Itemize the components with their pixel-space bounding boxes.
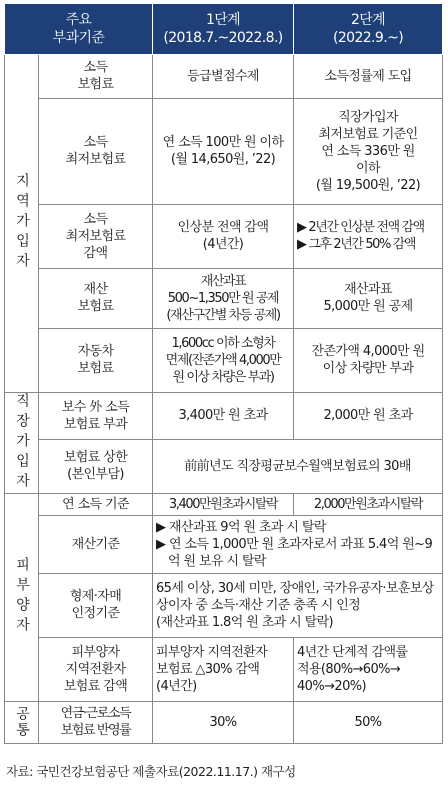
table-row [5, 204, 443, 268]
cell-line: 소득 [83, 135, 108, 150]
cell-line: (본인부담) [67, 467, 124, 483]
stage1-cell [153, 392, 294, 439]
cell-line: 5,000만 원 공제 [323, 299, 413, 314]
cell-line: 연 소득 336만 원 [321, 143, 415, 159]
cell-line: 원 이상 차량은 부과) [172, 369, 274, 385]
cell-line: 연금·근로소득 [60, 706, 131, 721]
cell-line: (월 19,500원, ’22) [315, 177, 421, 193]
cell-line: 소득 [83, 60, 108, 75]
cell-line: 보험료 △30% 감액 [156, 661, 260, 677]
table-row [5, 98, 443, 204]
table-row [5, 493, 443, 515]
cell-line: 소득정률제 도입 [324, 68, 412, 84]
row-label [39, 54, 153, 98]
row-label [39, 573, 153, 637]
cell-line: ▶ 재산과표 9억 원 초과 시 탈락 [156, 519, 326, 535]
cell-line: 적용(80%→60%→ [297, 661, 401, 677]
stage1-cell [153, 204, 294, 268]
cell-line: 재산 [83, 282, 108, 297]
cell-line: 2,000만 원 초과 [323, 408, 413, 424]
cell-line: 부과기준 [52, 29, 105, 46]
row-label [39, 701, 153, 743]
table-row [5, 268, 443, 328]
group-common: 공통 [5, 701, 39, 743]
table-row [5, 439, 443, 493]
row-label [39, 637, 153, 701]
cell-line: 보험료 상한 [63, 450, 128, 466]
cell-line: 65세 이상, 30세 미만, 장애인, 국가유공자·보훈보상상이자 중 소득·재산 기준 충족 시 인정 [156, 580, 434, 613]
cell-line: 재산과표 [344, 282, 392, 297]
cell-line: 40%→20%) [297, 678, 366, 694]
cell-line: ▶ 2년간 인상분 전액 감액 [297, 220, 424, 235]
row-label [39, 439, 153, 493]
cell-line: 주요 [65, 11, 92, 28]
cell-line: ▶ 그후 2년간 50% 감액 [297, 237, 416, 252]
cell-line: 3,400만원초과시탈락 [168, 496, 278, 512]
cell-line: 3,400만 원 초과 [178, 408, 268, 424]
cell-line: 면제(잔존가액 4,000만 [165, 352, 281, 368]
table-row [5, 515, 443, 573]
cell-line: (4년간) [202, 237, 244, 252]
stage1-cell [153, 701, 294, 743]
cell-line: 이하 [356, 160, 380, 176]
stage2-cell [294, 392, 443, 439]
cell-line: 2,000만원초과시탈락 [313, 496, 423, 512]
group-workplace: 직장가입자 [5, 392, 39, 493]
cell-line: 직장가입자 [338, 109, 398, 125]
cell-line: 인정기준 [71, 606, 120, 621]
cell-line: 소득 [83, 211, 108, 227]
row-label [39, 392, 153, 439]
merged-cell [153, 573, 443, 637]
row-label [39, 493, 153, 515]
cell-line: 연 소득 기준 [62, 496, 129, 512]
insurance-table [4, 4, 443, 744]
stage1-cell [153, 268, 294, 328]
merged-cell [153, 439, 443, 493]
cell-line: (재산구간별 차등 공제) [166, 307, 280, 323]
stage1-cell [153, 54, 294, 98]
row-label [39, 268, 153, 328]
stage2-cell [294, 204, 443, 268]
row-label [39, 204, 153, 268]
group-regional: 지역가입자 [5, 54, 39, 392]
cell-line: 30% [209, 714, 237, 730]
cell-line: 2단계 [350, 11, 386, 28]
cell-line: 최저보험료 기준인 [318, 126, 418, 142]
stage2-cell [294, 54, 443, 98]
cell-line: (2022.9.~) [332, 29, 404, 46]
stage1-cell [153, 493, 294, 515]
cell-line: 1단계 [205, 11, 241, 28]
cell-line: 최저보험료 [65, 152, 126, 167]
cell-line: 감액 [83, 245, 108, 261]
cell-line: 1,600cc 이하 소형차 [171, 335, 275, 351]
table-row [5, 573, 443, 637]
stage1-cell [153, 637, 294, 701]
table-header [5, 4, 443, 54]
table-row [5, 392, 443, 439]
header-stage2 [294, 4, 443, 54]
stage2-cell [294, 98, 443, 204]
cell-line: 보수 外 소득 [61, 399, 130, 415]
cell-line: 보험료 [77, 361, 114, 376]
cell-line: 등급별점수제 [187, 68, 259, 84]
stage1-cell [153, 98, 294, 204]
stage2-cell [294, 493, 443, 515]
cell-line: 보험료 부과 [63, 416, 128, 432]
cell-line: (월 14,650원, ’22) [170, 152, 276, 167]
row-label [39, 328, 153, 392]
merged-cell [153, 515, 443, 573]
cell-line: (재산과표 1.8억 원 초과 시 탈락) [156, 614, 334, 630]
cell-line: 보험료 반영률 [60, 723, 131, 738]
stage1-cell [153, 328, 294, 392]
cell-line: 보험료 감액 [63, 678, 128, 694]
cell-line: 4년간 단계적 감액률 [297, 644, 408, 660]
cell-line: 잔존가액 4,000만 원 [311, 344, 425, 359]
cell-line: 지역전환자 [65, 661, 126, 677]
cell-line: 이상 차량만 부과 [322, 361, 414, 376]
stage2-cell [294, 328, 443, 392]
stage2-cell [294, 637, 443, 701]
cell-line: (2018.7.~2022.8.) [163, 29, 283, 46]
stage2-cell [294, 701, 443, 743]
table-row [5, 328, 443, 392]
cell-line: ▶ 연 소득 1,000만 원 초과자로서 과표 5.4억 원~9억 원 보유 시 탈락 [156, 536, 433, 569]
cell-line: (4년간) [156, 678, 197, 694]
cell-line: 최저보험료 [65, 228, 126, 244]
cell-line: 연 소득 100만 원 이하 [162, 135, 284, 150]
cell-line: 50% [354, 714, 382, 730]
group-dependent: 피부양자 [5, 493, 39, 701]
row-label [39, 98, 153, 204]
cell-line: 보험료 [77, 77, 114, 92]
cell-line: 형제·자매 [69, 589, 122, 604]
source-note: 자료: 국민건강보험공단 제출자료(2022.11.17.) 재구성 [6, 764, 296, 779]
cell-line: 재산기준 [71, 536, 120, 552]
cell-line: 피부양자 [71, 644, 120, 660]
cell-line: 자동차 [77, 344, 114, 359]
table-row [5, 54, 443, 98]
cell-line: 500~1,350만 원 공제 [167, 290, 279, 306]
row-label [39, 515, 153, 573]
cell-line: 재산과표 [200, 273, 246, 289]
header-stage1 [153, 4, 294, 54]
table-row [5, 701, 443, 743]
header-criteria [5, 4, 153, 54]
cell-line: 인상분 전액 감액 [177, 220, 269, 235]
cell-line: 前前년도 직장평균보수월액보험료의 30배 [184, 458, 411, 474]
cell-line: 피부양자 지역전환자 [156, 644, 268, 660]
cell-line: 보험료 [77, 299, 114, 314]
stage2-cell [294, 268, 443, 328]
table-row [5, 637, 443, 701]
